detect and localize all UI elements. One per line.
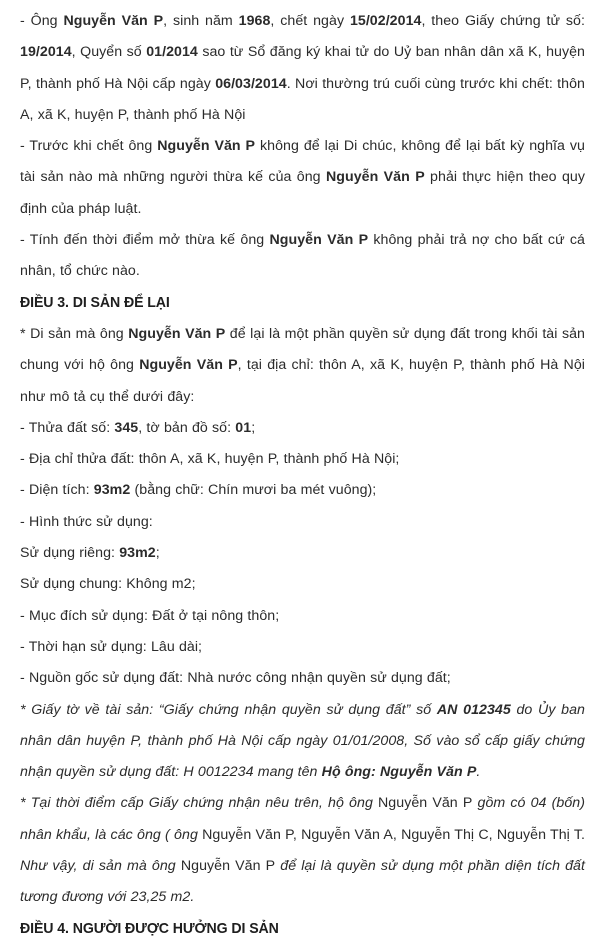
text-run: ; — [155, 545, 160, 562]
text-run: để lại là quyền sử dụng một phần diện tích đất tương đương với 23,25 m2. — [20, 858, 585, 906]
text-run: không phải trả nợ cho bất cứ cá nhân, tổ chức nào. — [20, 232, 585, 280]
text-run: do Ủy ban nhân dân huyện P, thành phố Hà Nội cấp ngày 01/01/2008, Số vào sổ cấp giấy chứng nhận quyền sử dụng đất: H 0012234 mang tên — [20, 701, 585, 781]
paragraph-usage-origin — [20, 663, 585, 694]
text-run: để lại là một phần quyền sử dụng đất trong khối tài sản chung với hộ ông — [20, 325, 585, 374]
text-run: , chết ngày — [270, 13, 350, 29]
text-run: . Nơi thường trú cuối cùng trước khi chết: thôn A, xã K, huyện P, thành phố Hà Nội — [20, 75, 585, 123]
text-run: Nguyễn Văn P — [325, 169, 425, 186]
text-run: - Tính đến thời điểm mở thừa kế ông — [20, 232, 270, 249]
text-run: Nguyễn Văn P — [63, 13, 164, 29]
text-run: phải thực hiện theo quy định của pháp luật. — [20, 169, 585, 217]
text-run: ĐIỀU 4. NGƯỜI ĐƯỢC HƯỞNG DI SẢN — [20, 920, 279, 937]
paragraph-usage-private — [20, 538, 585, 569]
text-run: - Thời hạn sử dụng: Lâu dài; — [20, 638, 203, 655]
paragraph-household-members — [20, 788, 585, 913]
paragraph-plot-number — [20, 413, 585, 444]
text-run: - Nguồn gốc sử dụng đất: Nhà nước công nhận quyền sử dụng đất; — [20, 670, 451, 687]
text-run: AN 012345 — [436, 701, 511, 718]
text-run: số — [410, 701, 437, 718]
text-run: 93m2 — [119, 545, 156, 562]
text-run: , Quyển số — [71, 44, 147, 61]
text-run: - Thửa đất số: — [20, 419, 115, 436]
text-run: 1968 — [238, 13, 271, 29]
paragraph-usage-duration — [20, 632, 585, 663]
paragraph-usage-form-label — [20, 507, 585, 538]
text-run: Như vậy, di sản mà ông — [20, 858, 181, 875]
text-run: * — [20, 795, 31, 812]
text-run: - Diện tích: — [20, 482, 94, 499]
paragraph-usage-shared — [20, 569, 585, 600]
paragraph-no-debt — [20, 225, 585, 288]
text-run: * — [20, 701, 32, 718]
text-run: 01/2014 — [146, 44, 198, 61]
text-run: gồm có 04 (bốn) nhân khẩu, là các ông ( ông — [20, 795, 585, 843]
paragraph-plot-address — [20, 444, 585, 475]
text-run: Nguyễn Văn P — [180, 858, 276, 875]
text-run: - Ông — [20, 13, 64, 29]
text-run: , sinh năm — [163, 13, 239, 29]
text-run: Nguyễn Văn P — [378, 795, 473, 812]
text-run: 06/03/2014 — [215, 75, 287, 92]
text-run: Nguyễn Văn P — [128, 325, 226, 342]
text-run: , tờ bản đồ số: — [138, 419, 236, 436]
paragraph-plot-area — [20, 475, 585, 506]
text-run: ; — [251, 419, 256, 436]
text-run: Nguyễn Văn P — [139, 357, 238, 374]
text-run: 15/02/2014 — [349, 13, 422, 29]
text-run: , tại địa chỉ: thôn A, xã K, huyện P, thành phố Hà Nội như mô tả cụ thể dưới đây: — [20, 357, 585, 405]
text-run: 93m2 — [93, 482, 131, 499]
text-run: Hộ ông: Nguyễn Văn P — [321, 764, 477, 781]
section-heading-article-4-heading — [20, 914, 568, 945]
text-run: Sử dụng riêng: — [20, 545, 120, 562]
text-run: 01 — [235, 419, 252, 436]
text-run: Giấy tờ về tài sản: — [31, 701, 154, 718]
text-run: - Hình thức sử dụng: — [20, 513, 153, 530]
text-run: không để lại Di chúc, không để lại bất kỳ nghĩa vụ tài sản nào mà những người thừa kế của ông — [20, 138, 585, 186]
text-run: 19/2014 — [20, 44, 72, 61]
text-run: Nguyễn Văn P — [157, 138, 256, 155]
text-run: . — [476, 764, 481, 781]
paragraph-estate-description — [20, 319, 585, 413]
paragraph-usage-purpose — [20, 601, 585, 632]
text-run: - Trước khi chết ông — [20, 138, 158, 155]
text-run: Nguyễn Văn P, Nguyễn Văn A, Nguyễn Thị C, Nguyễn Thị T. — [202, 826, 585, 843]
text-run: sao từ Sổ đăng ký khai tử do Uỷ ban nhân dân xã K, huyện P, thành phố Hà Nội cấp ngày — [20, 44, 586, 92]
text-run: (bằng chữ: Chín mươi ba mét vuông); — [130, 482, 377, 499]
section-heading-article-3-heading — [20, 288, 568, 319]
text-run: Nguyễn Văn P — [269, 232, 369, 249]
paragraph-decedent-info — [20, 6, 585, 131]
text-run: Sử dụng chung: Không m2; — [20, 576, 196, 593]
text-run: Tại thời điểm cấp Giấy chứng nhận nêu trên, hộ ông — [30, 795, 379, 812]
text-run: , theo Giấy chứng tử số: — [421, 13, 585, 29]
text-run: - Địa chỉ thửa đất: thôn A, xã K, huyện P, thành phố Hà Nội; — [20, 451, 400, 468]
document-body — [20, 6, 585, 945]
paragraph-property-papers — [20, 695, 585, 789]
text-run: “Giấy chứng nhận quyền sử dụng đất” — [158, 701, 411, 718]
text-run: - Mục đích sử dụng: Đất ở tại nông thôn; — [20, 607, 280, 624]
text-run: 345 — [114, 419, 139, 436]
text-run: ĐIỀU 3. DI SẢN ĐỂ LẠI — [20, 294, 170, 311]
text-run: * Di sản mà ông — [20, 325, 129, 342]
paragraph-no-will — [20, 131, 585, 225]
